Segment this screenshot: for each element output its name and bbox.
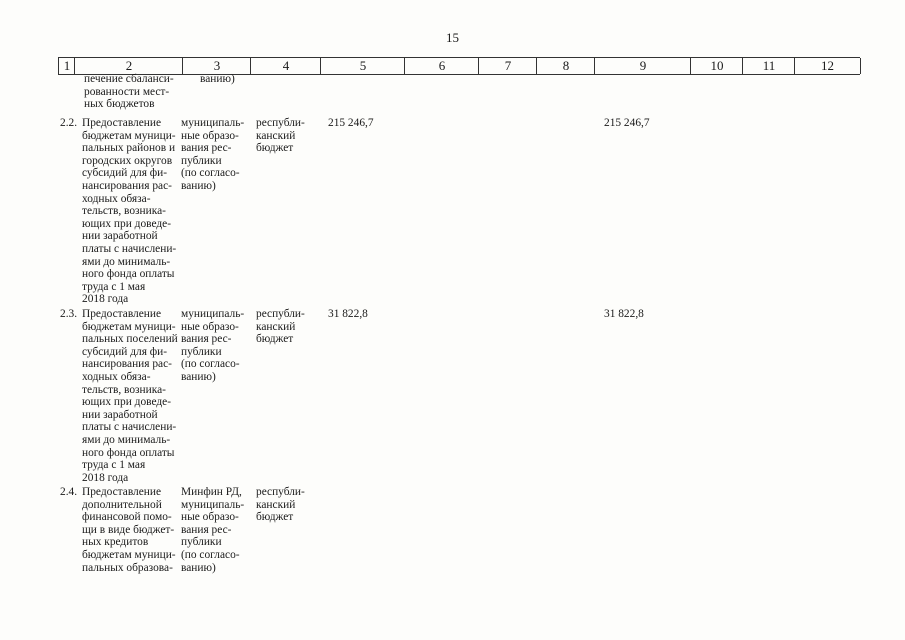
cont-name-text: печение сбаланси- рованности мест- ных бюджетов <box>84 73 174 111</box>
amount-col9: 215 246,7 <box>604 117 650 129</box>
measure-name-text: Предоставление дополнительной финансовой помо- щи в виде бюджет- ных кредитов бюджетам муници- пальных образова- <box>82 486 176 574</box>
header-col-8: 8 <box>536 58 595 74</box>
header-col-2: 2 <box>74 58 183 74</box>
header-col-3: 3 <box>182 58 251 74</box>
amount-total: 215 246,7 <box>328 117 374 129</box>
row-number: 2.2. <box>60 117 78 129</box>
amount-total: 31 822,8 <box>328 308 368 320</box>
header-col-1: 1 <box>58 58 75 74</box>
page-number: 15 <box>446 30 459 45</box>
header-col-7: 7 <box>478 58 537 74</box>
executor-text: муниципаль- ные образо- вания рес- публики (по согласо- ванию) <box>181 117 245 192</box>
row-number: 2.4. <box>60 486 78 498</box>
cont-executor-text: ванию) <box>200 73 235 85</box>
header-col-6: 6 <box>404 58 479 74</box>
header-col-11: 11 <box>742 58 795 74</box>
funding-source-text: республи- канский бюджет <box>256 117 305 155</box>
table-header-row <box>58 57 860 75</box>
funding-source-text: республи- канский бюджет <box>256 308 305 346</box>
measure-name-text: Предоставление бюджетам муници- пальных поселений субсидий для фи- нансирования рас- ходных обяза- тельств, возника- ющих при доведе- нии заработной платы с начислени- ями до минималь- ного фонда оплаты труда с 1 мая 2018 года <box>82 308 178 484</box>
header-col-9: 9 <box>594 58 691 74</box>
header-col-5: 5 <box>320 58 405 74</box>
header-col-12: 12 <box>794 58 861 74</box>
executor-text: Минфин РД, муниципаль- ные образо- вания рес- публики (по согласо- ванию) <box>181 486 245 574</box>
header-col-4: 4 <box>250 58 321 74</box>
amount-col9: 31 822,8 <box>604 308 644 320</box>
header-col-10: 10 <box>690 58 743 74</box>
row-number: 2.3. <box>60 308 78 320</box>
measure-name-text: Предоставление бюджетам муници- пальных районов и городских округов субсидий для фи- нансирования рас- ходных обяза- тельств, возника- ющих при доведе- нии заработной платы с начислени- ями до минималь- ного фонда оплаты труда с 1 мая 2018 года <box>82 117 177 306</box>
funding-source-text: республи- канский бюджет <box>256 486 305 524</box>
executor-text: муниципаль- ные образо- вания рес- публики (по согласо- ванию) <box>181 308 245 383</box>
